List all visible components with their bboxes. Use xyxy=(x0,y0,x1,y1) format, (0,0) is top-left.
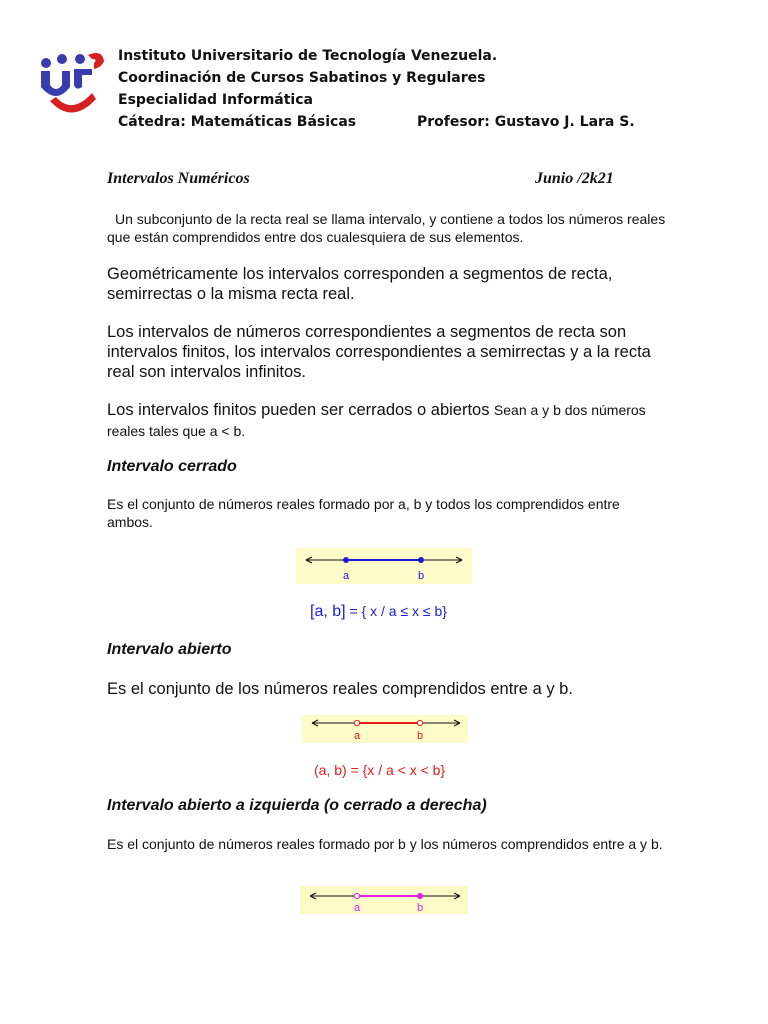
numberline-left-open xyxy=(300,886,468,914)
paragraph-geometric: Geométricamente los intervalos corresponden a segmentos de recta, semirrectas o la misma recta real. xyxy=(107,265,613,303)
formula-closed xyxy=(310,603,447,621)
numberline-closed xyxy=(296,548,472,584)
section-desc-open: Es el conjunto de los números reales comprendidos entre a y b. xyxy=(107,680,573,698)
endpoint-b-closed xyxy=(418,557,424,563)
label-b: b xyxy=(417,570,425,582)
label-a: a xyxy=(353,902,361,914)
section-title-open: Intervalo abierto xyxy=(107,641,232,658)
doc-title: Intervalos Numéricos xyxy=(107,170,250,187)
formula-open: (a, b) = {x / a < x < b} xyxy=(314,762,446,778)
header-institution: Instituto Universitario de Tecnología Venezuela. xyxy=(118,48,498,64)
endpoint-b-closed xyxy=(417,893,423,899)
paragraph-intro: Un subconjunto de la recta real se llama intervalo, y contiene a todos los números reales que están comprendidos entre dos cualesquiera de sus elementos. xyxy=(107,211,666,245)
numberline-background xyxy=(300,886,468,914)
header-coordination: Coordinación de Cursos Sabatinos y Regulares xyxy=(118,70,486,86)
header-specialty: Especialidad Informática xyxy=(118,92,313,108)
label-b: b xyxy=(416,730,424,742)
doc-date: Junio /2k21 xyxy=(535,170,614,187)
label-b: b xyxy=(416,902,424,914)
numberline-background xyxy=(296,548,472,584)
section-title-closed: Intervalo cerrado xyxy=(107,458,237,475)
formula-closed-definition: = { x / a ≤ x ≤ b} xyxy=(349,603,447,619)
paragraph-finite-types xyxy=(107,400,667,442)
endpoint-a-closed xyxy=(343,557,349,563)
numberline-open xyxy=(302,715,468,743)
label-a: a xyxy=(353,730,361,742)
section-desc-left-open: Es el conjunto de números reales formado por b y los números comprendidos entre a y b. xyxy=(107,836,663,852)
endpoint-a-open xyxy=(354,720,359,725)
numberline-background xyxy=(302,715,468,743)
header-chair: Cátedra: Matemáticas Básicas xyxy=(118,114,357,130)
institution-logo xyxy=(36,45,108,117)
section-desc-closed: Es el conjunto de números reales formado por a, b y todos los comprendidos entre ambos. xyxy=(107,496,620,530)
section-title-left-open: Intervalo abierto a izquierda (o cerrado a derecha) xyxy=(107,797,487,814)
endpoint-a-open xyxy=(354,893,359,898)
paragraph-finite-types-main: Los intervalos finitos pueden ser cerrados o abiertos xyxy=(107,401,490,419)
formula-closed-notation: [a, b] xyxy=(310,603,346,620)
endpoint-b-open xyxy=(417,720,422,725)
paragraph-finite-infinite: Los intervalos de números correspondientes a segmentos de recta son intervalos finitos, los intervalos correspondientes a semirrectas y a la recta real son intervalos infinitos. xyxy=(107,323,651,381)
paragraph-finite-types-small: Sean a y b dos números reales tales que a < b. xyxy=(107,402,646,439)
label-a: a xyxy=(342,570,350,582)
header-professor: Profesor: Gustavo J. Lara S. xyxy=(417,114,635,130)
